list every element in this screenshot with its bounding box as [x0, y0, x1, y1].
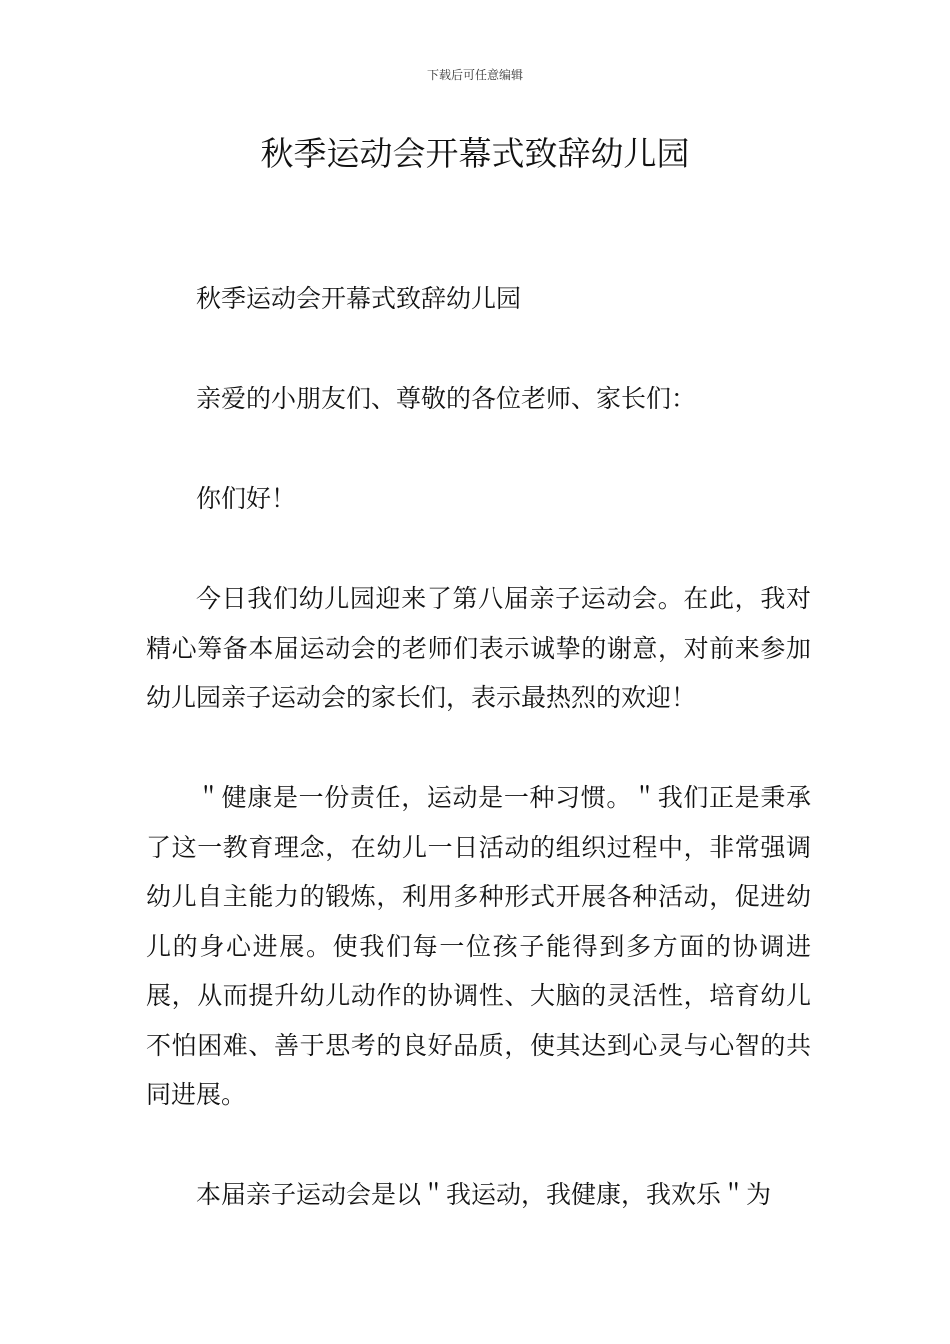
paragraph-greeting: 你们好！: [196, 484, 297, 513]
paragraph-subtitle: 秋季运动会开幕式致辞幼儿园: [196, 284, 522, 313]
document-title: 秋季运动会开幕式致辞幼儿园: [260, 134, 690, 173]
paragraph-salutation: 亲爱的小朋友们、尊敬的各位老师、家长们：: [196, 384, 697, 413]
paragraph-theme: 本届亲子运动会是以＂我运动，我健康，我欢乐＂为: [196, 1180, 772, 1209]
paragraph-welcome: 今日我们幼儿园迎来了第八届亲子运动会。在此，我对精心筹备本届运动会的老师们表示诚挚的谢意，对前来参加幼儿园亲子运动会的家长们，表示最热烈的欢迎！: [146, 584, 811, 712]
header-note: 下载后可任意编辑: [426, 68, 523, 82]
paragraph-philosophy: ＂健康是一份责任，运动是一种习惯。＂我们正是秉承了这一教育理念，在幼儿一日活动的组织过程中，非常强调幼儿自主能力的锻炼，利用多种形式开展各种活动，促进幼儿的身心进展。使我们每一位孩子能得到多方面的协调进展，从而提升幼儿动作的协调性、大脑的灵活性，培育幼儿不怕困难、善于思考的良好品质，使其达到心灵与心智的共同进展。: [146, 783, 811, 1109]
